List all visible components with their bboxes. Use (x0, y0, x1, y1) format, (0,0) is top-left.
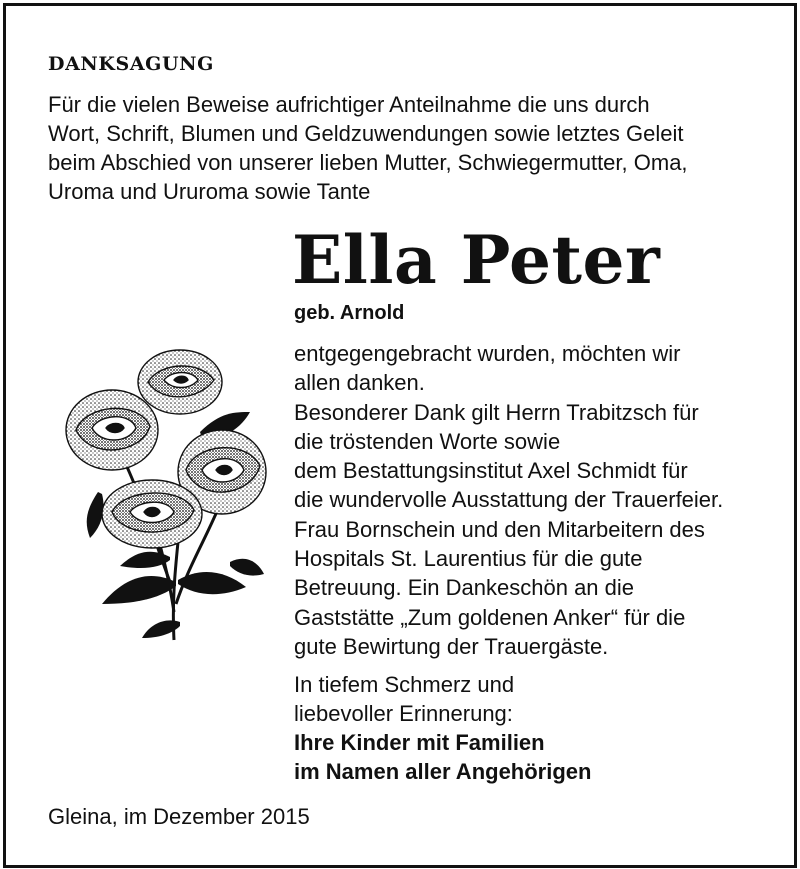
thanks-text (294, 339, 794, 661)
place-date: Gleina, im Dezember 2015 (48, 804, 310, 829)
thanks-line: Gaststätte „Zum goldenen Anker“ für die (294, 604, 686, 630)
roses-bouquet-illustration (50, 342, 270, 642)
thanks-line: die tröstenden Worte sowie (294, 428, 561, 454)
maiden-name: geb. Arnold (294, 302, 405, 324)
rose (66, 390, 158, 470)
intro-line: Für die vielen Beweise aufrichtiger Anteilnahme die uns durch (48, 92, 650, 117)
deceased-name: Ella Peter (292, 221, 661, 299)
intro-text (48, 90, 768, 206)
thanks-line: Frau Bornschein und den Mitarbeitern des (294, 516, 705, 542)
closing-line: liebevoller Erinnerung: (294, 701, 513, 726)
thanks-line: entgegengebracht wurden, möchten wir (294, 341, 681, 366)
intro-line: Uroma und Ururoma sowie Tante (48, 179, 371, 204)
thanks-line: Hospitals St. Laurentius für die gute (294, 546, 643, 572)
closing-text (294, 670, 774, 786)
thanks-line: die wundervolle Ausstattung der Trauerfeier. (294, 487, 724, 513)
thanks-line: Besonderer Dank gilt Herrn Trabitzsch für (294, 399, 699, 425)
notice-frame (3, 3, 797, 868)
thanks-line: allen danken. (294, 370, 425, 396)
signature-line: im Namen aller Angehörigen (294, 759, 592, 784)
notice-heading: DANKSAGUNG (48, 53, 214, 75)
intro-line: Wort, Schrift, Blumen und Geldzuwendungen sowie letztes Geleit (48, 121, 684, 146)
closing-line: In tiefem Schmerz und (294, 672, 515, 697)
thanks-line: gute Bewirtung der Trauergäste. (294, 633, 609, 659)
thanks-line: dem Bestattungsinstitut Axel Schmidt für (294, 458, 688, 484)
signature-line: Ihre Kinder mit Familien (294, 730, 545, 755)
rose (102, 480, 202, 548)
intro-line: beim Abschied von unserer lieben Mutter, Schwiegermutter, Oma, (48, 150, 688, 175)
thanks-line: Betreuung. Ein Dankeschön an die (294, 575, 635, 601)
rose (138, 350, 222, 414)
